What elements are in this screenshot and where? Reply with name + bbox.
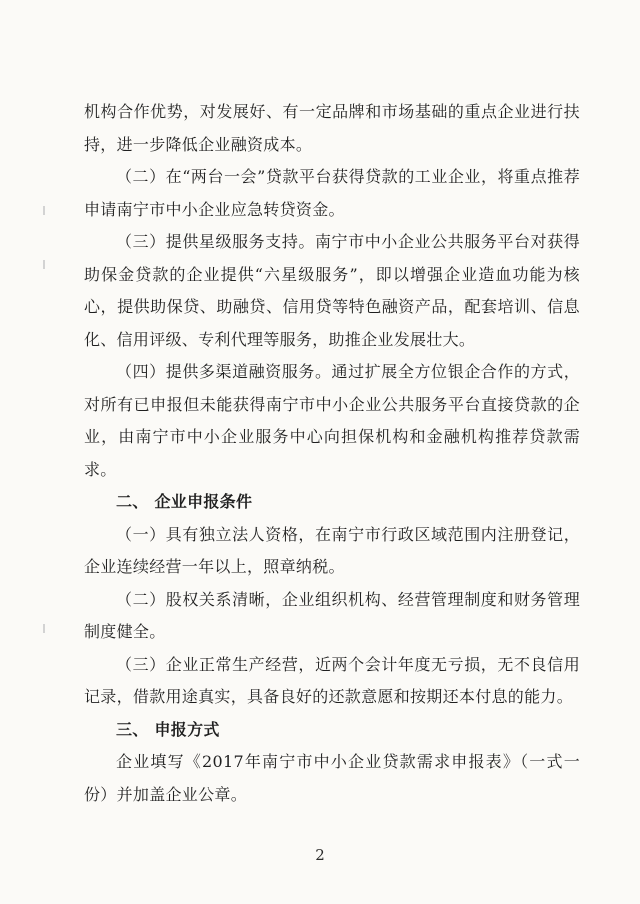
condition-item-2: （二）股权关系清晰，企业组织机构、经营管理制度和财务管理制度健全。 [84, 589, 580, 641]
condition-item-3: （三）企业正常生产经营，近两个会计年度无亏损，无不良信用记录，借款用途真实，具备良好的还款意愿和按期还本付息的能力。 [84, 654, 580, 706]
section-heading-application-method: 三、 申报方式 [116, 719, 220, 739]
scan-mark [43, 260, 45, 269]
paragraph-item-2: （二）在“两台一会”贷款平台获得贷款的工业企业，将重点推荐申请南宁市中小企业应急转贷资金。 [84, 167, 580, 219]
paragraph-item-3: （三）提供星级服务支持。南宁市中小企业公共服务平台对获得助保金贷款的企业提供“六星级服务”，即以增强企业造血功能为核心，提供助保贷、助融贷、信用贷等特色融资产品，配套培训、信息化、信用评级、专利代理等服务，助推企业发展壮大。 [84, 232, 580, 349]
scan-mark [43, 624, 45, 633]
document-body [84, 96, 580, 811]
page-number: 2 [315, 846, 325, 864]
paragraph-item-4: （四）提供多渠道融资服务。通过扩展全方位银企合作的方式，对所有已申报但未能获得南宁市中小企业公共服务平台直接贷款的企业，由南宁市中小企业服务中心向担保机构和金融机构推荐贷款需求。 [84, 362, 580, 479]
section-heading-application-conditions: 二、 企业申报条件 [116, 492, 253, 511]
application-method-text: 企业填写《2017年南宁市中小企业贷款需求申报表》（一式一份）并加盖企业公章。 [84, 752, 580, 804]
paragraph-continuation: 机构合作优势，对发展好、有一定品牌和市场基础的重点企业进行扶持，进一步降低企业融资成本。 [84, 102, 580, 154]
scan-mark [43, 206, 45, 215]
condition-item-1: （一）具有独立法人资格，在南宁市行政区域范围内注册登记，企业连续经营一年以上，照章纳税。 [84, 524, 580, 576]
